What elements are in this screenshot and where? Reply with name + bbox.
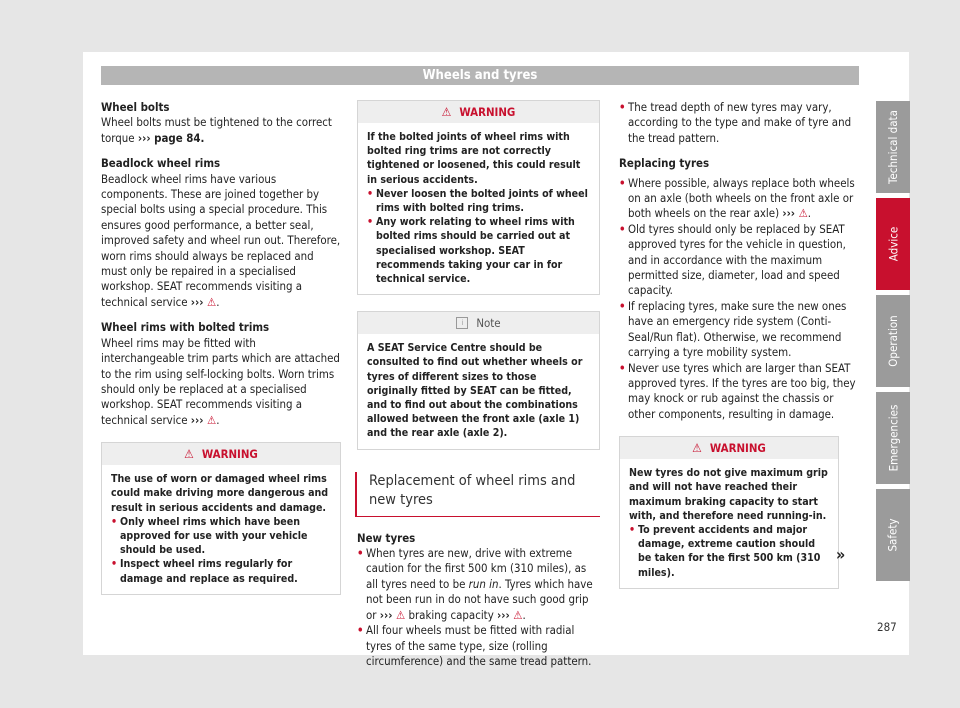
tab-operation[interactable]: Operation — [876, 295, 910, 387]
list-item: • If replacing tyres, make sure the new ones have an emergency ride system (Conti-Seal/Run flat). Otherwise, we recommend carrying a tyre mobility system. — [619, 299, 859, 361]
warning-reference-link[interactable]: ››› ⚠ — [379, 607, 406, 622]
paragraph-wheel-bolts: Wheel bolts must be tightened to the correct torque ››› page 84. — [101, 115, 332, 145]
warning-bullet: • To prevent accidents and major damage, extreme caution should be taken for the first 500 km (310 miles). — [629, 523, 829, 580]
heading-bolted-trims: Wheel rims with bolted trims — [101, 320, 270, 335]
warning-bullet: • Never loosen the bolted joints of wheel rims with bolted ring trims. — [367, 187, 590, 215]
warning-box — [619, 436, 839, 589]
warning-reference-link[interactable]: ››› ⚠ — [497, 607, 523, 622]
heading-wheel-bolts: Wheel bolts — [101, 100, 170, 114]
continue-marker: » — [836, 545, 846, 564]
warning-box-body: If the bolted joints of wheel rims with bolted ring trims are not correctly tightened or loosened, this could result in serious accidents. • Never loosen the bolted joints of wheel rims with bolted ring trims. • Any work relating to wheel rims with bolted rims should be carried out at specialised workshop. SEAT recommends taking your car in for technical service. — [358, 123, 599, 294]
warning-box — [357, 100, 600, 295]
column-2 — [357, 100, 600, 669]
warning-triangle-icon: ⚠ — [692, 441, 702, 456]
warning-box-header: ⚠ WARNING — [358, 101, 599, 123]
warning-triangle-icon: ⚠ — [396, 607, 406, 622]
warning-bullet: • Only wheel rims which have been approved for use with your vehicle should be used. — [111, 515, 331, 558]
warning-reference-link[interactable]: ››› ⚠ — [782, 206, 808, 221]
column-3 — [619, 100, 859, 605]
warning-triangle-icon: ⚠ — [207, 294, 217, 309]
page-number: 287 — [877, 620, 897, 634]
tab-advice[interactable]: Advice — [876, 198, 910, 290]
paragraph-bolted-trims: Wheel rims may be fitted with interchangeable trim parts which are attached to the rim using self-locking bolts. Worn trims should only be replaced at a specialised workshop. SEAT recommends visiting a technical service ››› ⚠. — [101, 335, 340, 427]
list-item: • Old tyres should only be replaced by SEAT approved tyres for the vehicle in question, and in accordance with the maximum permitted size, diameter, load and speed capacity. — [619, 222, 859, 299]
warning-box-body: The use of worn or damaged wheel rims could make driving more dangerous and result in serious accidents and damage. • Only wheel rims which have been approved for use with your vehicle should be used. • Inspect wheel rims regularly for damage and replace as required. — [102, 465, 340, 594]
warning-triangle-icon: ⚠ — [441, 105, 452, 119]
warning-reference-link[interactable]: ››› ⚠ — [190, 412, 217, 427]
tab-technical-data[interactable]: Technical data — [876, 101, 910, 193]
note-box-header: i Note — [358, 312, 599, 334]
warning-box-header: ⚠ WARNING — [620, 437, 838, 459]
list-item: • All four wheels must be fitted with radial tyres of the same type, size (rolling circumference) and the same tread pattern. — [357, 623, 600, 669]
warning-box-header: ⚠ WARNING — [102, 443, 340, 465]
warning-triangle-icon: ⚠ — [798, 206, 808, 221]
list-item: • Where possible, always replace both wheels on an axle (both wheels on the front axle or both wheels on the rear axle) ››› ⚠. — [619, 176, 859, 222]
list-item: • Never use tyres which are larger than SEAT approved tyres. If the tyres are too big, they may knock or rub against the chassis or other components, resulting in damage. — [619, 361, 859, 423]
section-title: Replacement of wheel rims and new tyres — [355, 472, 600, 517]
paragraph-beadlock: Beadlock wheel rims have various components. These are joined together by special bolts using a special procedure. This ensures good performance, a better seal, improved safety and wheel run out. Therefore, worn rims should always be replaced and must only be repaired in a specialised workshop. SEAT recommends visiting a technical service ››› ⚠. — [101, 171, 341, 309]
note-box-body: A SEAT Service Centre should be consulted to find out whether wheels or tyres of different sizes to those originally fitted by SEAT can be fitted, and to find out about the combinations allowed between the front axle (axle 1) and the rear axle (axle 2). — [367, 342, 583, 440]
warning-triangle-icon: ⚠ — [513, 607, 523, 622]
page-header: Wheels and tyres — [101, 66, 859, 85]
heading-replacing-tyres: Replacing tyres — [619, 156, 710, 171]
note-icon: i — [456, 317, 468, 329]
note-box — [357, 311, 600, 449]
warning-bullet: • Any work relating to wheel rims with bolted rims should be carried out at specialised workshop. SEAT recommends taking your car in for technical service. — [367, 215, 590, 286]
warning-triangle-icon: ⚠ — [184, 447, 194, 462]
tab-safety[interactable]: Safety — [876, 489, 910, 581]
heading-beadlock: Beadlock wheel rims — [101, 156, 221, 171]
list-item: • When tyres are new, drive with extreme caution for the first 500 km (310 miles), as all tyres need to be run in. Tyres which have not been run in do not have such good grip or ››› ⚠ braking capacity ››› ⚠. — [357, 546, 600, 623]
heading-new-tyres: New tyres — [357, 530, 416, 545]
page-reference-link[interactable]: ››› page 84. — [137, 130, 205, 145]
list-item: • The tread depth of new tyres may vary, according to the type and make of tyre and the tread pattern. — [619, 100, 859, 146]
warning-triangle-icon: ⚠ — [207, 412, 217, 427]
warning-box-body: New tyres do not give maximum grip and will not have reached their maximum braking capacity to start with, and therefore need running-in. • To prevent accidents and major damage, extreme caution should be taken for the first 500 km (310 miles). — [620, 459, 838, 588]
tab-emergencies[interactable]: Emergencies — [876, 392, 910, 484]
warning-bullet: • Inspect wheel rims regularly for damage and replace as required. — [111, 557, 331, 585]
warning-reference-link[interactable]: ››› ⚠ — [190, 294, 217, 309]
warning-box — [101, 442, 341, 595]
column-1 — [101, 100, 341, 611]
